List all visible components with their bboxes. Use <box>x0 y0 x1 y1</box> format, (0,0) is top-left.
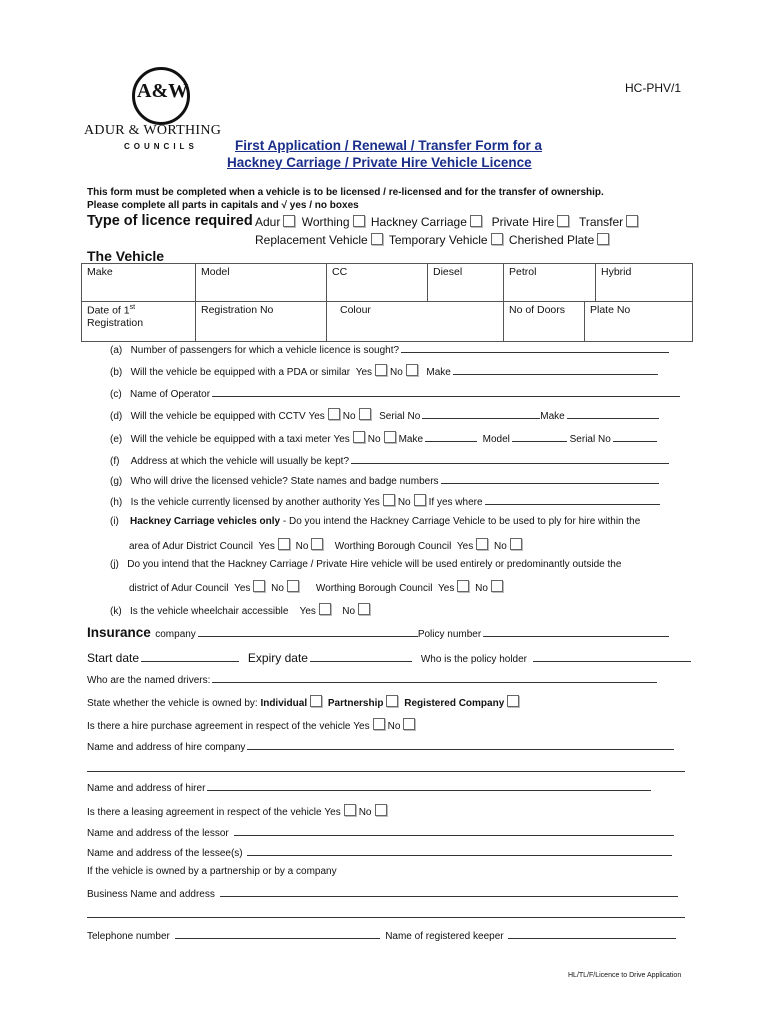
answer-meter-model[interactable] <box>512 431 567 442</box>
checkbox-leasing-no[interactable] <box>375 804 387 816</box>
checkbox-worthing-outside-no[interactable] <box>491 580 503 592</box>
start-date-field[interactable] <box>141 651 239 662</box>
checkbox-adur-ply-no[interactable] <box>311 538 323 550</box>
logo-text-sub: COUNCILS <box>124 142 198 151</box>
licence-options-row2 <box>255 233 612 247</box>
cell-cc[interactable]: CC <box>327 264 428 302</box>
form-code: HC-PHV/1 <box>625 81 682 95</box>
policy-holder-field[interactable] <box>533 651 691 662</box>
question-i-line2: area of Adur District Council Yes No Worthing Borough Council Yes No <box>129 538 525 552</box>
cell-plate-no[interactable]: Plate No <box>585 302 693 342</box>
owned-by-row: State whether the vehicle is owned by: Individual Partnership Registered Company <box>87 695 522 709</box>
insurance-heading: Insurance <box>87 625 151 640</box>
checkbox-adur-ply-yes[interactable] <box>278 538 290 550</box>
lessor-row: Name and address of the lessor <box>87 825 674 839</box>
checkbox-transfer[interactable] <box>626 215 638 227</box>
hirer-row: Name and address of hirer <box>87 780 651 794</box>
expiry-date-field[interactable] <box>310 651 412 662</box>
hire-purchase-row: Is there a hire purchase agreement in respect of the vehicle Yes No <box>87 718 418 732</box>
question-i: (i) Hackney Carriage vehicles only - Do you intend the Hackney Carriage Vehicle to be used to ply for hire within the <box>110 516 641 527</box>
licence-options-row1 <box>255 215 641 229</box>
checkbox-adur-outside-no[interactable] <box>287 580 299 592</box>
answer-a[interactable] <box>401 342 669 353</box>
leasing-row: Is there a leasing agreement in respect of the vehicle Yes No <box>87 804 390 818</box>
checkbox-pda-no[interactable] <box>406 364 418 376</box>
opt-hackney: Hackney Carriage <box>370 215 467 229</box>
hire-company-row: Name and address of hire company <box>87 739 674 753</box>
opt-adur: Adur <box>255 215 281 229</box>
lessee-field[interactable] <box>247 845 672 856</box>
licence-type-heading: Type of licence required <box>87 213 253 229</box>
named-drivers: Who are the named drivers: <box>87 672 657 686</box>
insurance-company-field[interactable] <box>198 626 418 637</box>
checkbox-private-hire[interactable] <box>557 215 569 227</box>
footer-ref: HL/TL/F/Licence to Drive Application <box>568 972 682 979</box>
business-field-2[interactable] <box>87 917 685 918</box>
registered-keeper-field[interactable] <box>508 928 676 939</box>
opt-private-hire: Private Hire <box>491 215 555 229</box>
question-f: (f) Address at which the vehicle will usually be kept? <box>110 453 669 467</box>
hire-company-field[interactable] <box>247 739 674 750</box>
checkbox-worthing-ply-no[interactable] <box>510 538 522 550</box>
answer-address-kept[interactable] <box>351 453 669 464</box>
checkbox-hackney[interactable] <box>470 215 482 227</box>
checkbox-temporary[interactable] <box>491 233 503 245</box>
checkbox-registered-company[interactable] <box>507 695 519 707</box>
cell-petrol[interactable]: Petrol <box>504 264 596 302</box>
answer-pda-make[interactable] <box>453 364 658 375</box>
insurance-row1: Insurance company Policy number <box>87 624 669 642</box>
logo-monogram: A&W <box>137 80 189 102</box>
hirer-field[interactable] <box>207 780 651 791</box>
checkbox-leasing-yes[interactable] <box>344 804 356 816</box>
hire-company-field-2[interactable] <box>87 771 685 772</box>
checkbox-wheelchair-no[interactable] <box>358 603 370 615</box>
question-c: (c) Name of Operator <box>110 386 680 400</box>
answer-meter-make[interactable] <box>425 431 477 442</box>
cell-registration-no[interactable]: Registration No <box>196 302 327 342</box>
checkbox-adur-outside-yes[interactable] <box>253 580 265 592</box>
lessee-row: Name and address of the lessee(s) <box>87 845 672 859</box>
telephone-row: Telephone number Name of registered keeper <box>87 928 676 942</box>
opt-transfer: Transfer <box>578 215 624 229</box>
vehicle-heading: The Vehicle <box>87 248 165 264</box>
insurance-row2: Start date Expiry date Who is the policy holder <box>87 649 691 667</box>
question-e: (e) Will the vehicle be equipped with a taxi meter Yes No Make Model Serial No <box>110 431 657 445</box>
logo-text-main: ADUR & WORTHING <box>84 123 222 138</box>
opt-temporary: Temporary Vehicle <box>388 233 488 247</box>
cell-first-registration[interactable]: Date of 1st Registration <box>82 302 196 342</box>
question-d: (d) Will the vehicle be equipped with CCTV Yes No Serial No Make <box>110 408 659 422</box>
form-title-line1: First Application / Renewal / Transfer Form for a <box>235 138 543 153</box>
checkbox-cctv-no[interactable] <box>359 408 371 420</box>
checkbox-other-authority-yes[interactable] <box>383 494 395 506</box>
intro-line1: This form must be completed when a vehicle is to be licensed / re-licensed and for the transfer of ownership. <box>87 187 604 198</box>
question-h: (h) Is the vehicle currently licensed by another authority Yes No If yes where <box>110 494 660 508</box>
form-title-line2: Hackney Carriage / Private Hire Vehicle Licence <box>227 155 532 170</box>
checkbox-worthing-ply-yes[interactable] <box>476 538 488 550</box>
question-k: (k) Is the vehicle wheelchair accessible Yes No <box>110 603 373 617</box>
answer-cctv-make[interactable] <box>567 408 659 419</box>
checkbox-cctv-yes[interactable] <box>328 408 340 420</box>
cell-model[interactable]: Model <box>196 264 327 302</box>
cell-diesel[interactable]: Diesel <box>428 264 504 302</box>
checkbox-worthing[interactable] <box>353 215 365 227</box>
checkbox-hire-purchase-yes[interactable] <box>373 718 385 730</box>
checkbox-partnership[interactable] <box>386 695 398 707</box>
checkbox-meter-no[interactable] <box>384 431 396 443</box>
answer-authority-where[interactable] <box>485 494 660 505</box>
checkbox-hire-purchase-no[interactable] <box>403 718 415 730</box>
answer-drivers[interactable] <box>441 473 659 484</box>
cell-doors[interactable]: No of Doors <box>504 302 585 342</box>
named-drivers-field[interactable] <box>212 672 657 683</box>
answer-operator[interactable] <box>212 386 680 397</box>
question-j: (j) Do you intend that the Hackney Carriage / Private Hire vehicle will be used entirely or predominantly outside the <box>110 559 622 570</box>
opt-replacement: Replacement Vehicle <box>255 233 368 247</box>
opt-worthing: Worthing <box>301 215 350 229</box>
business-row: Business Name and address <box>87 886 678 900</box>
checkbox-adur[interactable] <box>283 215 295 227</box>
cell-colour[interactable]: Colour <box>327 302 504 342</box>
question-b: (b) Will the vehicle be equipped with a PDA or similar Yes No Make <box>110 364 658 378</box>
vehicle-table <box>81 263 693 342</box>
checkbox-meter-yes[interactable] <box>353 431 365 443</box>
telephone-field[interactable] <box>175 928 380 939</box>
intro-line2: Please complete all parts in capitals and √ yes / no boxes <box>87 200 359 211</box>
checkbox-pda-yes[interactable] <box>375 364 387 376</box>
opt-cherished: Cherished Plate <box>508 233 595 247</box>
checkbox-replacement[interactable] <box>371 233 383 245</box>
cell-make[interactable]: Make <box>82 264 196 302</box>
partnership-note: If the vehicle is owned by a partnership or by a company <box>87 866 337 877</box>
answer-cctv-serial[interactable] <box>422 408 540 419</box>
cell-hybrid[interactable]: Hybrid <box>596 264 693 302</box>
lessor-field[interactable] <box>234 825 674 836</box>
checkbox-worthing-outside-yes[interactable] <box>457 580 469 592</box>
checkbox-wheelchair-yes[interactable] <box>319 603 331 615</box>
business-field[interactable] <box>220 886 678 897</box>
answer-meter-serial[interactable] <box>613 431 657 442</box>
checkbox-cherished[interactable] <box>597 233 609 245</box>
checkbox-other-authority-no[interactable] <box>414 494 426 506</box>
policy-number-field[interactable] <box>483 626 669 637</box>
question-j-line2: district of Adur Council Yes No Worthing Borough Council Yes No <box>129 580 506 594</box>
question-g: (g) Who will drive the licensed vehicle? State names and badge numbers <box>110 473 659 487</box>
question-a: (a) Number of passengers for which a vehicle licence is sought? <box>110 342 669 356</box>
checkbox-individual[interactable] <box>310 695 322 707</box>
